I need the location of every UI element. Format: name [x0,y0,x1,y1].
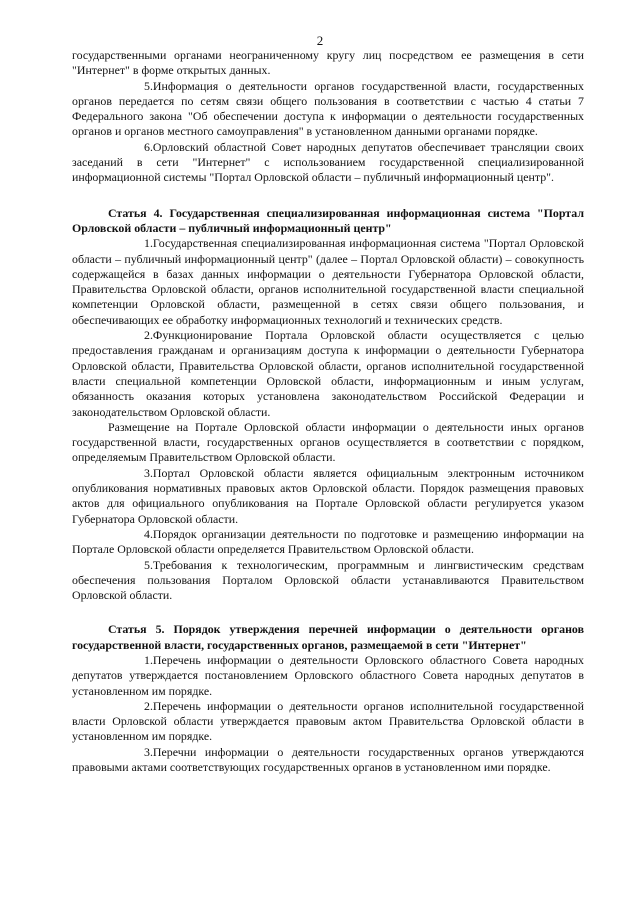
item-number: 6. [144,139,153,154]
item-number: 1. [144,652,153,667]
art4-item-1 [72,236,584,328]
item-number: 5. [144,78,153,93]
item-number: 3. [144,465,153,480]
article-5-heading: Статья 5. Порядок утверждения перечней информации о деятельности органов государственной власти, государственных органов, размещаемой в сети "Интернет" [72,622,584,652]
art5-item-3 [72,745,584,776]
item-number: 5. [144,557,153,572]
art4-item-3 [72,466,584,527]
intro-continuation: государственными органами неограниченному кругу лиц посредством ее размещения в сети "Интернет" в форме открытых данных. [72,48,584,78]
document-body [72,48,584,775]
item-text: Государственная специализированная информационная система "Портал Орловской области – публичный информационный центр" (далее – Портал Орловской области) – совокупность содержащейся в базах данных информации о деятельности Губернатора Орловской области, Правительства Орловской области, органов исполнительной государственной власти специальной компетенции Орловской области, размещенной в сетях связи общего пользования, и обеспечивающих ее обработку информационных технологий и технических средств. [72,236,584,327]
item-number: 2. [144,698,153,713]
art4-item-2-continued: Размещение на Портале Орловской области информации о деятельности иных органов государственной власти, государственных органов осуществляется в соответствии с порядком, определяемым Правительством Орловской области. [72,419,584,465]
item-text: Информация о деятельности органов государственной власти, государственных органов передается по сетям связи общего пользования в соответствии с частью 4 статьи 7 Федерального закона "Об обеспечении доступа к информации о деятельности государственных органов и органов местного самоуправления" в установленном данными органами порядке. [72,78,584,139]
art5-item-2 [72,699,584,745]
item-text: Портал Орловской области является официальным электронным источником опубликования нормативных правовых актов Орловской области. Порядок размещения правовых актов для официального опубликования на Портале Орловской области регулируется указом Губернатора Орловской области. [72,465,584,526]
item-number: 4. [144,526,153,541]
page-number: 2 [316,33,324,48]
item-text: Функционирование Портала Орловской области осуществляется с целью предоставления гражданам и организациям доступа к информации о деятельности Губернатора Орловской области, Правительства Орловской области, органов исполнительной государственной власти специальной компетенции Орловской области, информационным и иным услугам, обязанность оказания которых установлена законодательством Российской Федерации и законодательством Орловской области. [72,328,584,419]
item-number: 3. [144,744,153,759]
art4-item-2 [72,328,584,420]
item-number: 2. [144,328,153,343]
art4-item-4 [72,527,584,558]
art3-item-5 [72,79,584,140]
article-4-heading: Статья 4. Государственная специализированная информационная система "Портал Орловской области – публичный информационный центр" [72,205,584,235]
item-text: Порядок организации деятельности по подготовке и размещению информации на Портале Орловской области определяется Правительством Орловской области. [72,526,584,557]
item-text: Требования к технологическим, программным и лингвистическим средствам обеспечения пользования Порталом Орловской области устанавливаются Правительством Орловской области. [72,557,584,603]
art5-item-1 [72,653,584,699]
item-text: Орловский областной Совет народных депутатов обеспечивает трансляции своих заседаний в сети "Интернет" с использованием государственной специализированной информационной системы "Портал Орловской области – публичный информационный центр". [72,139,584,185]
art3-item-6 [72,140,584,186]
item-text: Перечни информации о деятельности государственных органов утверждаются правовыми актами соответствующих государственных органов в установленном ими порядке. [72,744,584,775]
item-text: Перечень информации о деятельности органов исполнительной государственной власти Орловской области утверждается правовым актом Правительства Орловской области в установленном им порядке. [72,698,584,744]
item-number: 1. [144,236,153,251]
art4-item-5 [72,558,584,604]
item-text: Перечень информации о деятельности Орловского областного Совета народных депутатов утверждается постановлением Орловского областного Совета народных депутатов в установленном им порядке. [72,652,584,698]
